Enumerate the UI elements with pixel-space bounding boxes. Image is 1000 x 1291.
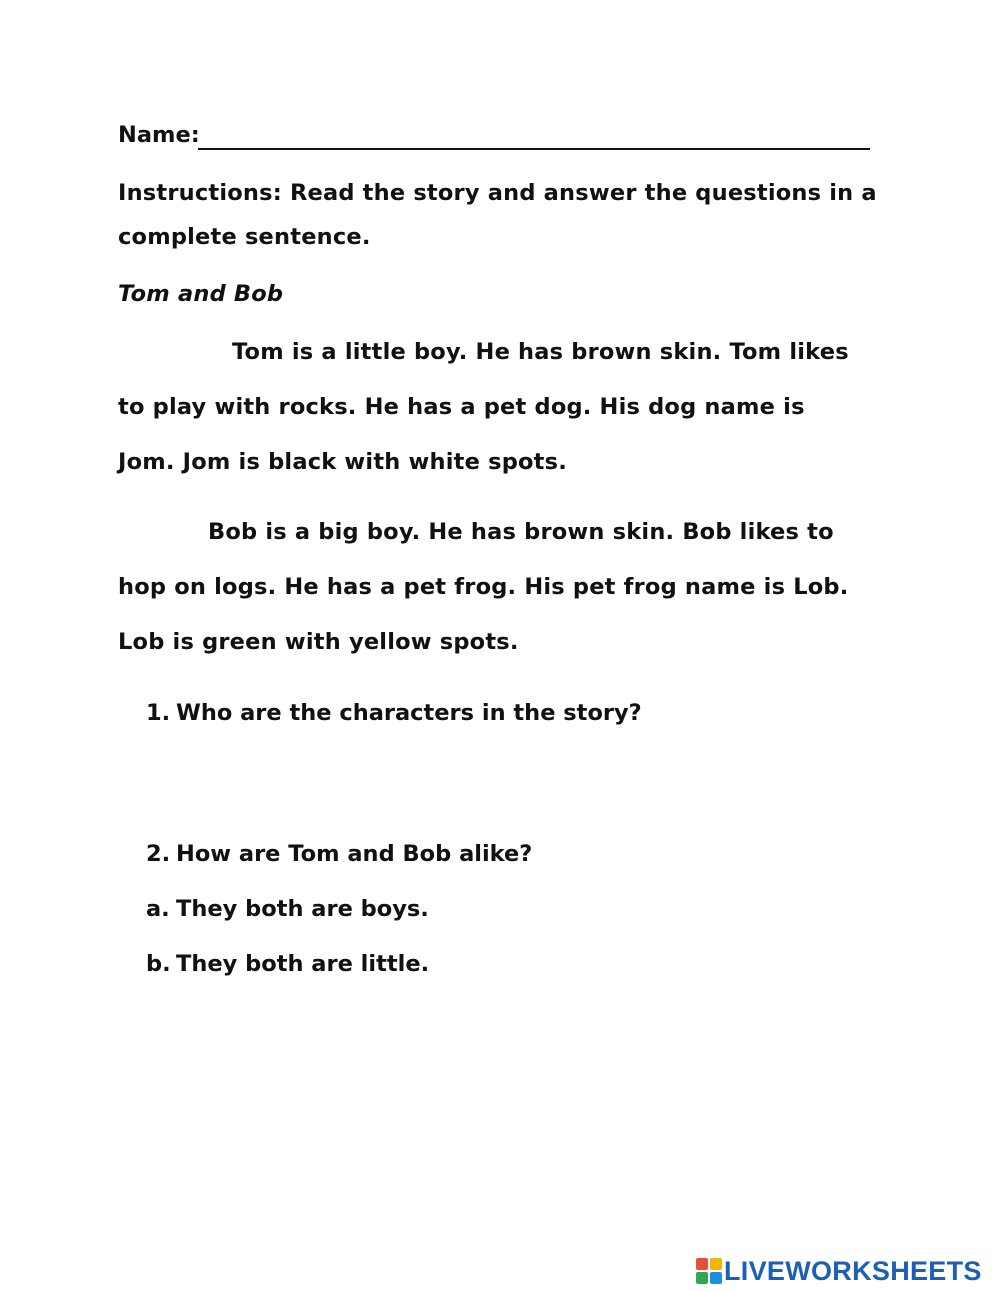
paragraph-2-line-1: Bob is a big boy. He has brown skin. Bob likes to (208, 519, 834, 545)
question-1-text: Who are the characters in the story? (176, 700, 642, 726)
option-b-text[interactable]: They both are little. (176, 951, 430, 977)
instructions-line-1: Instructions: Read the story and answer the questions in a (118, 180, 877, 206)
paragraph-1-line-2: to play with rocks. He has a pet dog. His dog name is (118, 394, 805, 420)
paragraph-1-line-3: Jom. Jom is black with white spots. (118, 449, 567, 475)
logo-block-green (696, 1272, 708, 1284)
logo-blocks-icon (696, 1258, 722, 1284)
option-a-letter: a. (146, 896, 170, 922)
question-2-text: How are Tom and Bob alike? (176, 841, 533, 867)
paragraph-2-line-2: hop on logs. He has a pet frog. His pet frog name is Lob. (118, 574, 849, 600)
logo-block-red (696, 1258, 708, 1270)
logo-block-blue (710, 1272, 722, 1284)
logo-text: LIVEWORKSHEETS (724, 1255, 982, 1286)
question-1-number: 1. (146, 700, 171, 726)
instructions-line-2: complete sentence. (118, 224, 371, 250)
name-blank-line[interactable] (198, 148, 870, 150)
option-a-text[interactable]: They both are boys. (176, 896, 429, 922)
name-label: Name: (118, 122, 200, 148)
paragraph-2-line-3: Lob is green with yellow spots. (118, 629, 519, 655)
paragraph-1-line-1: Tom is a little boy. He has brown skin. Tom likes (232, 339, 849, 365)
name-field-row (118, 118, 878, 152)
story-title: Tom and Bob (118, 281, 284, 307)
question-2-number: 2. (146, 841, 171, 867)
liveworksheets-logo (696, 1257, 982, 1285)
option-b-letter: b. (146, 951, 171, 977)
logo-block-yellow (710, 1258, 722, 1270)
